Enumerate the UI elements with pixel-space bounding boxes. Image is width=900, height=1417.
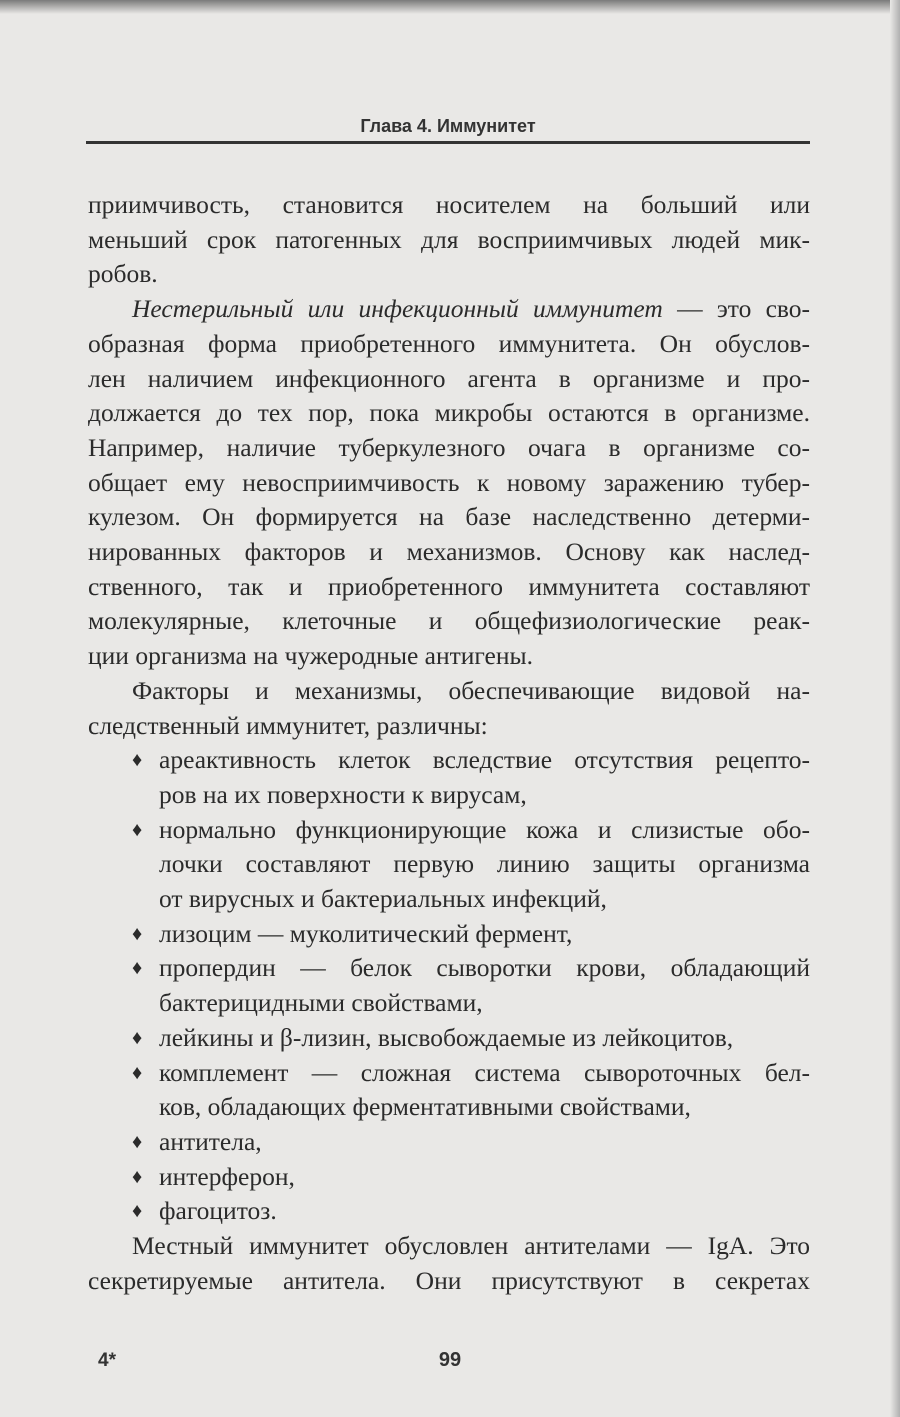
header-rule xyxy=(86,141,810,144)
body-text xyxy=(88,188,810,1299)
text-line: Нестерильный или инфекционный иммунитет — это сво- xyxy=(132,294,811,324)
scan-edge-top xyxy=(0,0,900,14)
text-line: меньший срок патогенных для восприимчивых людей мик- xyxy=(88,224,810,254)
scan-edge-right xyxy=(890,0,900,1417)
text-line: нированных факторов и механизмов. Основу как наслед- xyxy=(88,537,810,567)
text-line: Факторы и механизмы, обеспечивающие видовой на- xyxy=(132,675,810,705)
list-item: ♦ лейкины и β-лизин, высвобождаемые из лейкоцитов, xyxy=(88,1021,810,1056)
list-item-continuation: ков, обладающих ферментативными свойствами, xyxy=(159,1092,691,1122)
diamond-bullet-icon: ♦ xyxy=(132,957,143,980)
list-item: ♦ фагоцитоз. xyxy=(88,1194,810,1229)
list-item: ♦ нормально функционирующие кожа и слизистые обо- xyxy=(88,813,810,848)
diamond-bullet-icon: ♦ xyxy=(132,1130,143,1153)
diamond-bullet-icon: ♦ xyxy=(132,1200,143,1223)
diamond-bullet-icon: ♦ xyxy=(132,922,143,945)
list-item: ♦ комплемент — сложная система сывороточных бел- xyxy=(88,1056,810,1091)
running-head: Глава 4. Иммунитет xyxy=(360,116,536,136)
list-item-continuation: ров на их поверхности к вирусам, xyxy=(159,779,527,809)
list-item-continuation: от вирусных и бактериальных инфекций, xyxy=(159,884,607,914)
italic-term: Нестерильный или инфекционный иммунитет xyxy=(132,294,663,324)
text-line: робов. xyxy=(88,259,158,289)
list-item: ♦ антитела, xyxy=(88,1125,810,1160)
list-item: ♦ интерферон, xyxy=(88,1160,810,1195)
text-line: секретируемые антитела. Они присутствуют в секретах xyxy=(88,1265,810,1295)
diamond-bullet-icon: ♦ xyxy=(132,749,143,772)
list-item: ♦ лизоцим — муколитический фермент, xyxy=(88,917,810,952)
text-line: молекулярные, клеточные и общефизиологические реак- xyxy=(88,606,810,636)
diamond-bullet-icon: ♦ xyxy=(132,1165,143,1188)
text-line: Местный иммунитет обусловлен антителами — IgA. Это xyxy=(132,1231,810,1261)
page-number: 99 xyxy=(438,1349,462,1371)
text-line: ции организма на чужеродные антигены. xyxy=(88,641,533,671)
diamond-bullet-icon: ♦ xyxy=(132,818,143,841)
text-line: кулезом. Он формируется на базе наследственно детерми- xyxy=(88,502,810,532)
list-item-continuation: лочки составляют первую линию защиты организма xyxy=(159,849,810,879)
text-line: общает ему невосприимчивость к новому заражению тубер- xyxy=(88,467,810,497)
list-item: ♦ пропердин — белок сыворотки крови, обладающий xyxy=(88,951,810,986)
signature-mark: 4* xyxy=(98,1350,116,1371)
text-line: образная форма приобретенного иммунитета. Он обуслов- xyxy=(88,328,810,358)
diamond-bullet-icon: ♦ xyxy=(132,1026,143,1049)
list-item: ♦ ареактивность клеток вследствие отсутствия рецепто- xyxy=(88,743,810,778)
text-line: лен наличием инфекционного агента в организме и про- xyxy=(88,363,810,393)
text-line: приимчивость, становится носителем на больший или xyxy=(88,190,810,219)
text-line: должается до тех пор, пока микробы остаются в организме. xyxy=(88,398,810,428)
list-item-continuation: бактерицидными свойствами, xyxy=(159,988,483,1018)
diamond-bullet-icon: ♦ xyxy=(132,1061,143,1084)
text-line: следственный иммунитет, различны: xyxy=(88,710,488,740)
text-line: ственного, так и приобретенного иммунитета составляют xyxy=(88,571,810,601)
text-line: Например, наличие туберкулезного очага в организме со- xyxy=(88,432,810,462)
